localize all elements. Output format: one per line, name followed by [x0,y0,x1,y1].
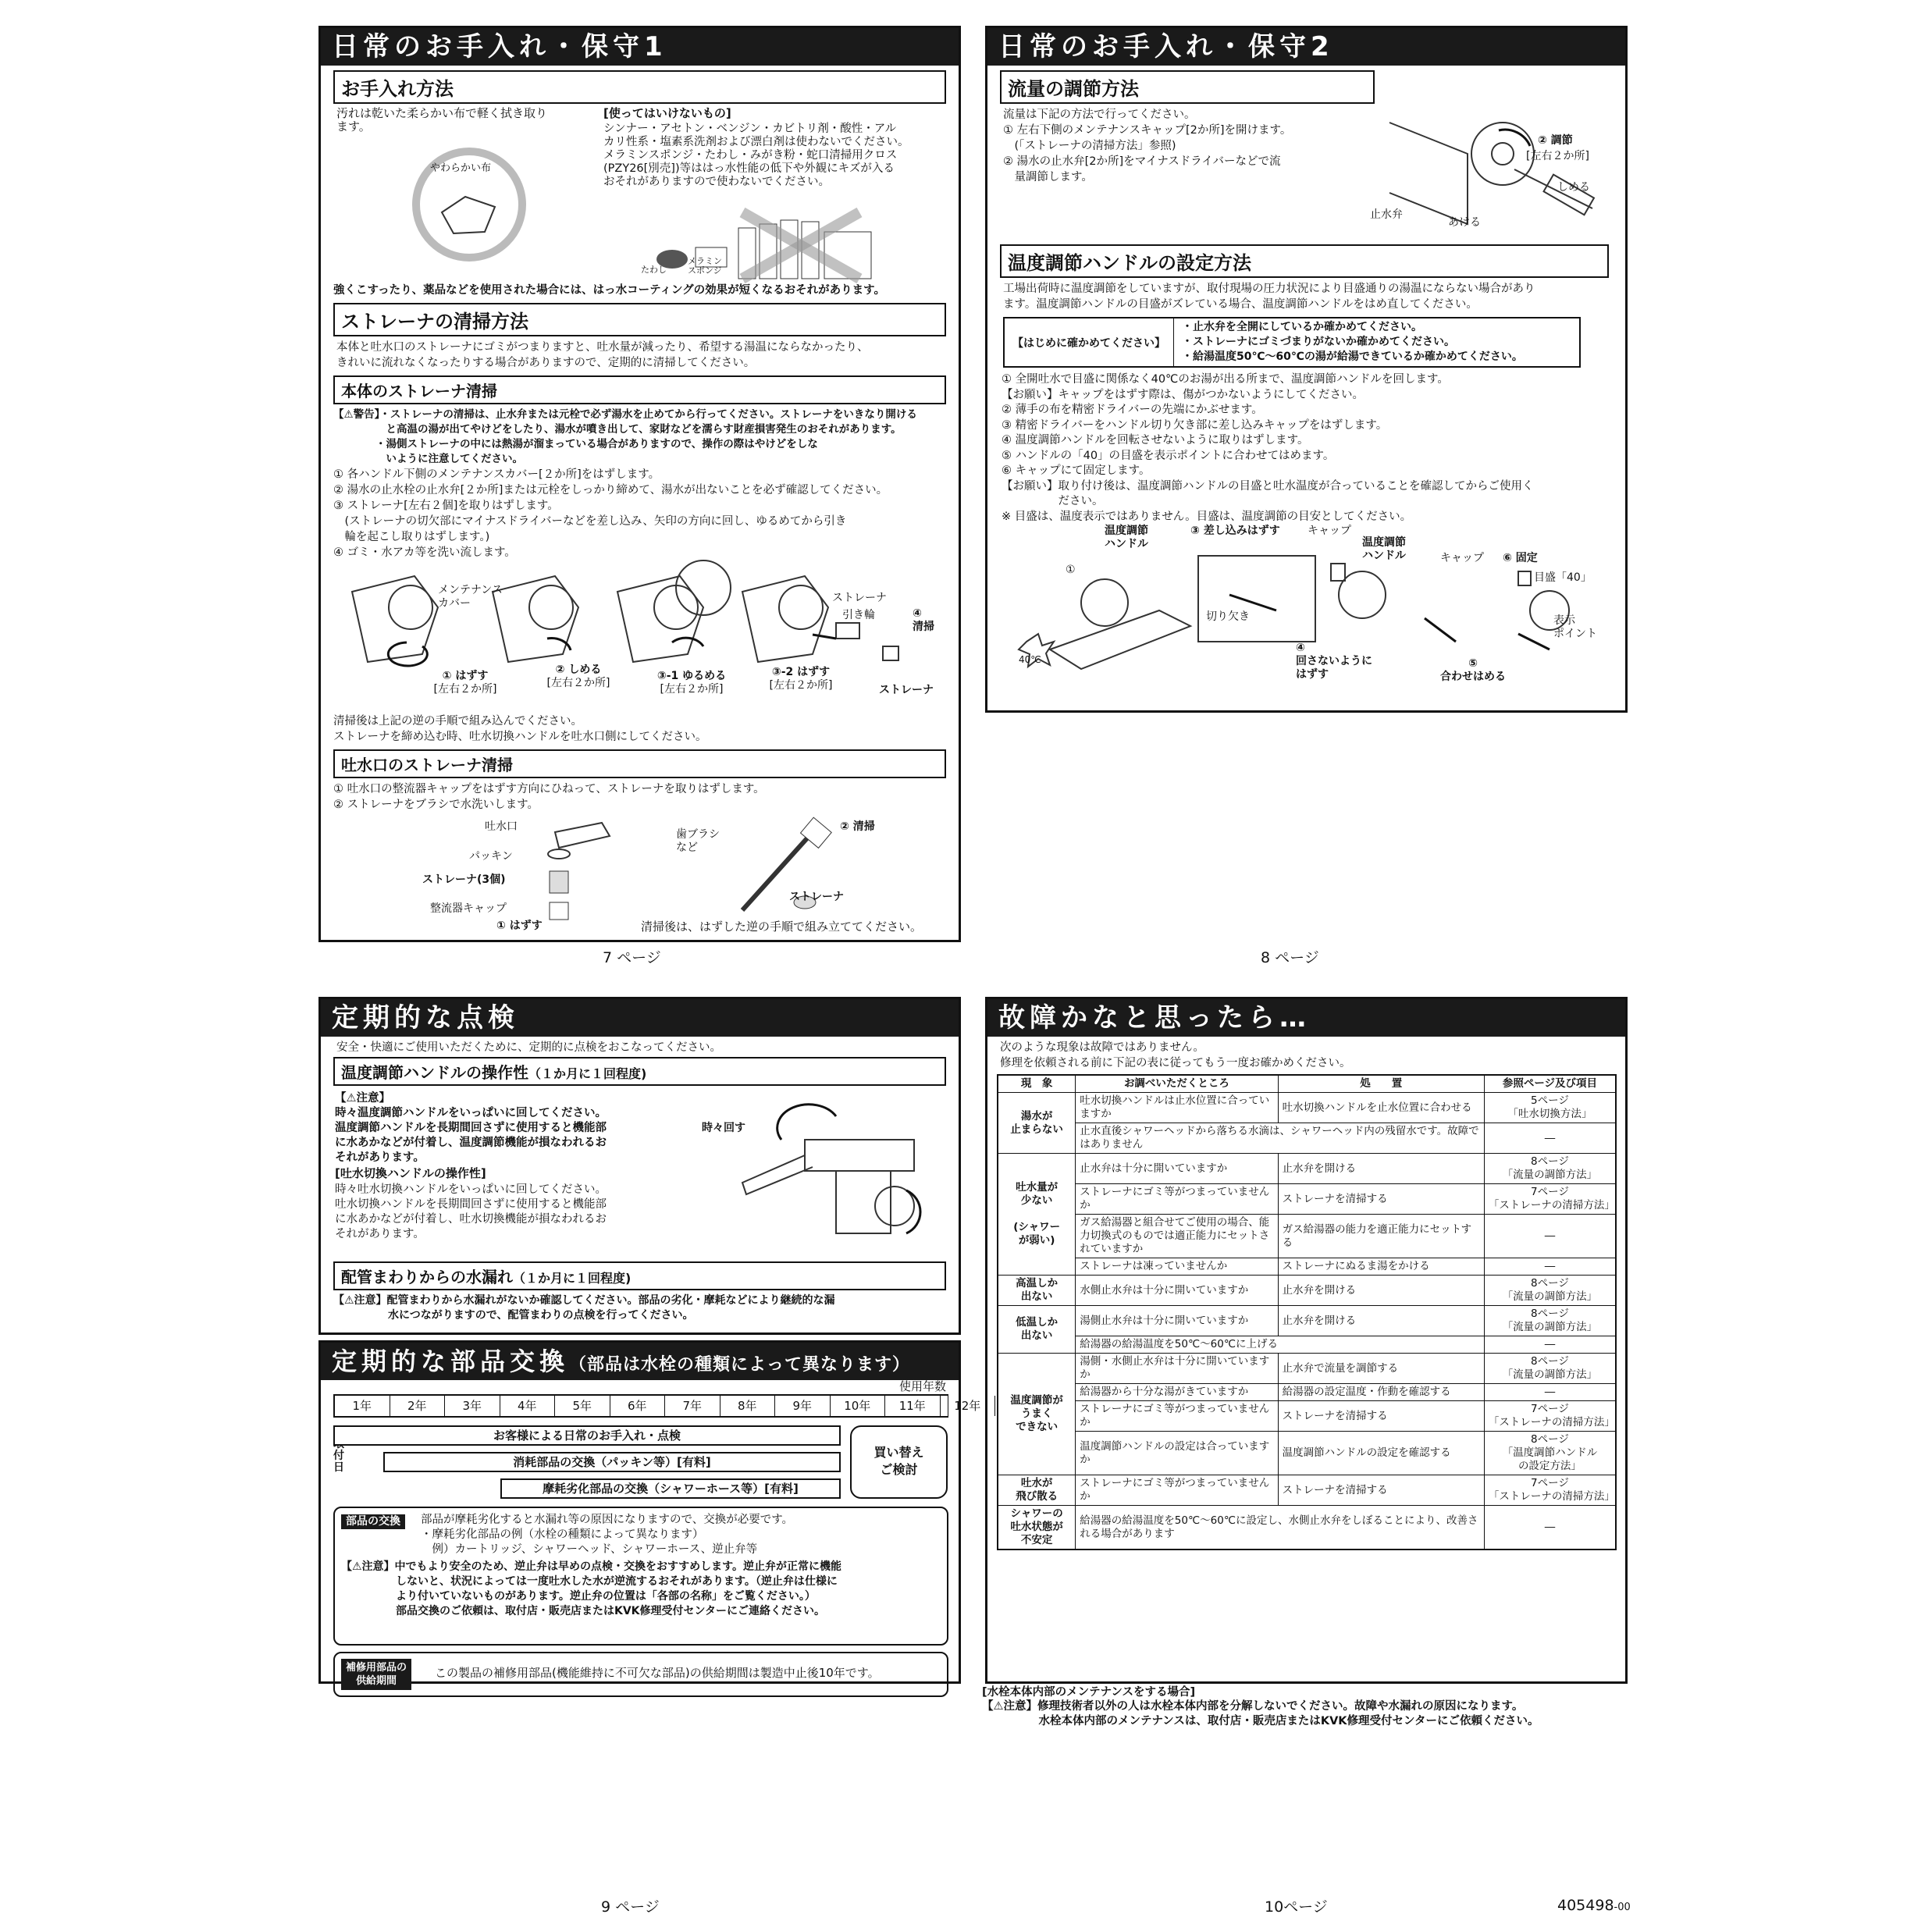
caption-tighten [539,664,617,690]
inspection-intro: 安全・快適にご使用いただくために、定期的に点検をおこなってください。 [336,1041,721,1054]
table-row [998,1093,1616,1123]
item-tawashi: たわし [641,265,667,275]
section-temp-handle: 温度調節ハンドルの設定方法 [1000,244,1609,278]
reference-cell: ― [1484,1384,1616,1401]
header-check: お調べいただくところ [1076,1075,1278,1093]
flow-adjust-body [987,107,1625,240]
check-first-heading: 【はじめに確かめてください】 [1004,318,1174,367]
supply-period-text: この製品の補修用部品(機能維持に不可欠な部品)の供給期間は製造中止後10年です。 [435,1666,880,1680]
spout-strainer-after: 清掃後は、はずした逆の手順で組み立ててください。 [641,920,923,934]
remedy-cell: ストレーナを清掃する [1278,1184,1484,1215]
temp-handle-frequency: （１か月に１回程度) [528,1066,647,1081]
switch-handle-heading: [吐水切換ハンドルの操作性] [335,1166,486,1180]
year-cell: 6年 [610,1396,666,1416]
clean-step-label: ④ 清掃 [913,607,934,633]
item-melamine: メラミン スポンジ [688,256,722,276]
temperature-40-label: 40℃ [1019,654,1041,665]
body-strainer-figure [321,560,959,717]
table-row [998,1258,1616,1276]
brush-label: 歯ブラシ など [676,828,720,854]
parts-replacement-subtitle: （部品は水栓の種類によって異なります） [569,1355,911,1375]
turn-occasionally-label: 時々回す [702,1122,745,1134]
indicator-point-label: 表示 ポイント [1553,614,1597,640]
temp-handle-caution: 時々温度調節ハンドルをいっぱいに回してください。 温度調節ハンドルを長期間回さずに使用すると機能部 に水あかなどが付着し、温度調節機能が損なわれるお それがあります。 [335,1107,607,1164]
prohibited-items-illustration [649,205,898,283]
check-cell: 温度調節ハンドルの設定は合っていますか [1076,1432,1278,1475]
caption-loosen-scope: [左右２か所] [660,683,724,696]
cap-label-2: キャップ [1440,552,1484,564]
symptom-cell: 湯水が 止まらない [998,1093,1076,1154]
reference-cell: 5ページ 「吐水切換方法」 [1484,1093,1616,1123]
packing-label: パッキン [469,850,513,863]
operability-body [321,1089,959,1257]
flow-cap-label: 整流器キャップ [430,902,507,915]
table-row [998,1384,1616,1401]
table-row [998,1401,1616,1432]
check-cell: 湯側・水側止水弁は十分に開いていますか [1076,1354,1278,1384]
pull-ring-label: 引き輪 [842,609,875,621]
remedy-cell: 吐水切換ハンドルを止水位置に合わせる [1278,1093,1484,1123]
temp-handle-label-2: 温度調節 ハンドル [1362,536,1406,562]
section-strainer-cleaning: ストレーナの清掃方法 [333,303,946,336]
reference-cell: ― [1484,1258,1616,1276]
year-cell: 10年 [831,1396,886,1416]
table-row [998,1475,1616,1506]
spout-strainer-steps: ① 吐水口の整流器キャップをはずす方向にひねって、ストレーナを取りはずします。 ② ストレーナをブラシで水洗いします。 [333,783,765,811]
years-of-use-label: 使用年数 [898,1379,946,1393]
page-number-10: 10ページ [1265,1898,1328,1916]
strainer-3-label: ストレーナ(3個) [422,873,506,886]
section-care-method: お手入れ方法 [333,70,946,104]
reference-cell: 8ページ 「温度調節ハンドル の設定方法」 [1484,1432,1616,1475]
table-row [998,1123,1616,1154]
caption-remove-scope: [左右２か所] [433,683,497,696]
remedy-cell: 止水弁を開ける [1278,1306,1484,1336]
parts-replacement-title [321,1343,959,1380]
check-cell: 湯側止水弁は十分に開いていますか [1076,1306,1278,1336]
reference-cell: 8ページ 「流量の調節方法」 [1484,1276,1616,1306]
spout-label: 吐水口 [485,820,518,833]
check-cell: 吐水切換ハンドルは止水位置に合っていますか [1076,1093,1278,1123]
symptom-cell: 吐水が 飛び散る [998,1475,1076,1506]
scale-40-label: 目盛「40」 [1534,571,1592,584]
pipe-leak-frequency: （１か月に１回程度) [513,1271,632,1286]
year-cell: 7年 [665,1396,720,1416]
check-cell: ストレーナにゴミ等がつまっていませんか [1076,1184,1278,1215]
page-8-panel [985,26,1628,713]
caption-remove-action: ① はずす [442,670,489,682]
caption-detach [758,666,844,692]
reference-cell: 8ページ 「流量の調節方法」 [1484,1354,1616,1384]
supply-period-box [333,1652,948,1697]
document-number-main: 405498 [1557,1897,1614,1914]
page-9-panel [318,997,961,1335]
install-date-label: 付 日 [333,1450,344,1474]
page-7-title: 日常のお手入れ・保守1 [321,28,959,66]
check-cell: 止水直後シャワーヘッドから落ちる水滴は、シャワーヘッド内の残留水です。故障ではありません [1076,1123,1485,1154]
year-cell: 1年 [335,1396,390,1416]
check-cell: 給湯器から十分な湯がきていますか [1076,1384,1278,1401]
parts-exchange-tag: 部品の交換 [341,1514,405,1529]
page-number-7: 7 ページ [603,949,661,966]
fix-label: ⑥ 固定 [1503,552,1538,564]
parts-exchange-caution: 【⚠注意】中でもより安全のため、逆止弁は早めの点検・交換をおすすめします。逆止弁が正常に機能 しないと、状況によっては一度吐水した水が逆流するおそれがあります。（逆止弁は仕様に より付いていないものがあります。逆止弁の位置は「各部の名称」をご覧ください。） 部品交換のご依頼は、取付店・販売店またはKVK修理受付センターにご連絡ください。 [341,1560,842,1617]
strainer-cleaning-text: 本体と吐水口のストレーナにゴミがつまりますと、吐水量が減ったり、希望する湯温にならなかったり、 きれいに流れなくなったりする場合がありますので、定期的に清掃してください。 [336,341,869,369]
year-cell: 12年 [941,1396,996,1416]
stop-valve-label: 止水弁 [1370,208,1403,221]
body-strainer-after: 清掃後は上記の逆の手順で組み込んでください。 ストレーナを締め込む時、吐水切換ハンドルを吐水口側にしてください。 [333,715,707,743]
table-row [998,1354,1616,1384]
page-10-panel [985,997,1628,1684]
temp-handle-label: 温度調節 ハンドル [1105,525,1148,550]
maintenance-cover-label: メンテナンス カバー [438,584,503,610]
soft-cloth-label: やわらかい布 [430,162,492,174]
parts-exchange-text: 部品が摩耗劣化すると水漏れ等の原因になりますので、交換が必要です。 ・摩耗劣化部品の例（水栓の種類によって異なります） 例）カートリッジ、シャワーヘッド、シャワーホース、逆止弁等 [421,1514,794,1556]
remedy-cell: 止水弁を開ける [1278,1154,1484,1184]
page-10-title: 故障かなと思ったら… [987,999,1625,1037]
symptom-cell: 低温しか 出ない [998,1306,1076,1354]
strainer-label-3: ストレーナ [789,891,844,903]
troubleshoot-table [997,1074,1617,1550]
check-cell: 給湯器の給湯温度を50℃～60℃に設定し、水側止水弁をしぼることにより、改善される場合があります [1076,1506,1485,1550]
close-label: しめる [1557,181,1590,194]
year-cell: 3年 [445,1396,500,1416]
year-cell: 9年 [775,1396,831,1416]
document-number-suffix: -00 [1614,1902,1631,1913]
section-pipe-leak [333,1261,946,1290]
section-body-strainer: 本体のストレーナ清掃 [333,375,946,404]
caption-loosen-action: ③-1 ゆるめる [656,670,727,682]
spout-strainer-figure [321,813,959,938]
strainer-label-2: ストレーナ [879,684,934,696]
remedy-cell: 止水弁で流量を調節する [1278,1354,1484,1384]
caption-tighten-scope: [左右２か所] [546,677,610,689]
caption-loosen [649,670,735,696]
check-first-table [1003,317,1581,368]
caption-remove [430,670,500,696]
check-cell: ストレーナは凍っていませんか [1076,1258,1278,1276]
table-row [998,1506,1616,1550]
troubleshoot-intro: 次のような現象は故障ではありません。 修理を依頼される前に下記の表に従ってもう一度お確かめください。 [1000,1041,1351,1069]
parts-replacement-body [321,1379,981,1687]
parts-replacement-title-main: 定期的な部品交換 [332,1347,570,1376]
reference-cell: 8ページ 「流量の調節方法」 [1484,1154,1616,1184]
section-temp-handle-operability-title: 温度調節ハンドルの操作性 [341,1063,528,1082]
consumable-parts-bar: 消耗部品の交換（パッキン等）[有料] [383,1452,841,1472]
temp-handle-figure [987,525,1625,704]
internal-maintenance-heading: [水栓本体内部のメンテナンスをする場合] [982,1686,1196,1699]
faucet-turn-illustration [727,1097,953,1253]
temp-handle-text: 工場出荷時に温度調節をしていますが、取付現場の圧力状況により目盛通りの湯温にならない場合があり ます。温度調節ハンドルの目盛がズレている場合、温度調節ハンドルをはめ直してください。 [1003,283,1535,311]
adjust-scope-label: [左右２か所] [1526,150,1589,162]
table-row [998,1276,1616,1306]
open-label: あける [1448,216,1481,229]
parts-exchange-box [333,1507,948,1646]
supply-period-tag: 補修用部品の 供給期間 [341,1659,411,1690]
daily-care-bar: お客様による日常のお手入れ・点検 [333,1425,841,1446]
reference-cell: 7ページ 「ストレーナの清掃方法」 [1484,1475,1616,1506]
care-method-text: 汚れは乾いた柔らかい布で軽く拭き取り ます。 [336,106,548,133]
reference-cell: 8ページ 「流量の調節方法」 [1484,1306,1616,1336]
step-4-label: ④ 回さないように はずす [1296,642,1372,681]
flow-adjust-text: 流量は下記の方法で行ってください。 ① 左右下側のメンテナンスキャップ[2か所]を開けます。 (「ストレーナの清掃方法」参照) ② 湯水の止水弁[2か所]をマイナスドライバーなどで流 量調節します。 [1003,109,1292,183]
care-method-body [321,107,959,283]
remedy-cell: ガス給湯器の能力を適正能力にセットする [1278,1215,1484,1258]
year-cell: 11年 [885,1396,941,1416]
internal-maintenance-caution: 【⚠注意】修理技術者以外の人は水栓本体内部を分解しないでください。故障や水漏れの原因になります。 水栓本体内部のメンテナンスは、取付店・販売店またはKVK修理受付センターにご依頼ください。 [982,1700,1539,1727]
check-cell: 給湯器の給湯温度を50℃～60℃に上げる [1076,1336,1485,1354]
remove-cap-label: ① はずす [496,920,543,932]
prohibited-items-heading: [使ってはいけないもの] [603,106,731,120]
section-pipe-leak-title: 配管まわりからの水漏れ [341,1268,513,1286]
year-cell: 8年 [720,1396,776,1416]
caption-detach-scope: [左右２か所] [769,679,833,692]
symptom-cell: 吐水量が 少ない (シャワー が弱い) [998,1154,1076,1276]
page-number-9: 9 ページ [601,1898,660,1916]
strainer-label: ストレーナ [832,592,887,604]
adjust-label: ② 調節 [1538,134,1573,147]
table-row [998,1336,1616,1354]
reference-cell: 7ページ 「ストレーナの清掃方法」 [1484,1184,1616,1215]
table-row [998,1432,1616,1475]
document-number [1557,1897,1631,1914]
body-strainer-steps: ① 各ハンドル下側のメンテナンスカバー[２か所]をはずします。 ② 湯水の止水栓の止水弁[２か所]または元栓をしっかり締めて、湯水が出ないことを必ず確認してください。 ③ ストレーナ[左右２個]を取りはずします。 (ストレーナの切欠部にマイナスドライバーなどを差し込み、矢印の方向に回し、ゆるめてから引き 輪を起こし取りはずします。) ④ ゴミ・水アカ等を洗い流します。 [333,468,888,559]
care-warning: 強くこすったり、薬品などを使用された場合には、はっ水コーティングの効果が短くなるおそれがあります。 [333,284,886,297]
reference-cell: ― [1484,1215,1616,1258]
reference-cell: ― [1484,1506,1616,1550]
caution-label-1: 【⚠注意】 [335,1092,390,1105]
remedy-cell: 給湯器の設定温度・作動を確認する [1278,1384,1484,1401]
prohibited-items-text: シンナー・アセトン・ベンジン・カビトリ剤・酸性・アル カリ性系・塩素系洗剤および漂白剤は使わないでください。 メラミンスポンジ・たわし・みがき粉・蛇口清掃用クロス (PZY26[別売])等ははっ水性能の低下や外観にキズが入る おそれがありますので使わないでください。 [603,123,909,188]
reference-cell: ― [1484,1123,1616,1154]
header-reference: 参照ページ及び項目 [1484,1075,1616,1093]
notch-label: 切り欠き [1206,610,1250,623]
remedy-cell: ストレーナを清掃する [1278,1401,1484,1432]
table-row [998,1154,1616,1184]
symptom-cell: シャワーの 吐水状態が 不安定 [998,1506,1076,1550]
check-cell: ストレーナにゴミ等がつまっていませんか [1076,1401,1278,1432]
remedy-cell: 温度調節ハンドルの設定を確認する [1278,1432,1484,1475]
section-temp-handle-operability [333,1057,946,1086]
flow-adjust-illustration [1374,107,1616,240]
table-row [998,1306,1616,1336]
section-flow-adjust: 流量の調節方法 [1000,70,1375,104]
table-row [998,1215,1616,1258]
page-number-8: 8 ページ [1261,949,1319,966]
switch-handle-caution: 時々吐水切換ハンドルをいっぱいに回してください。 吐水切換ハンドルを長期間回さずに使用すると機能部 に水あかなどが付着し、吐水切換機能が損なわれるお それがあります。 [335,1183,607,1240]
check-cell: 止水弁は十分に開いていますか [1076,1154,1278,1184]
symptom-cell: 高温しか 出ない [998,1276,1076,1306]
pipe-leak-caution: 【⚠注意】配管まわりから水漏れがないか確認してください。部品の劣化・摩耗などにより継続的な漏 水につながりますので、配管まわりの点検を行ってください。 [333,1294,835,1322]
step-1-label: ① [1066,564,1076,576]
header-remedy: 処 置 [1278,1075,1484,1093]
clean-label: ② 清掃 [840,820,875,833]
page-8-title: 日常のお手入れ・保守2 [987,28,1625,66]
reference-cell: 7ページ 「ストレーナの清掃方法」 [1484,1401,1616,1432]
remedy-cell: ストレーナにぬるま湯をかける [1278,1258,1484,1276]
year-scale [333,1394,981,1418]
reference-cell: ― [1484,1336,1616,1354]
check-cell: 水側止水弁は十分に開いていますか [1076,1276,1278,1306]
check-cell: ガス給湯器と組合せてご使用の場合、能力切換式のものでは適正能力にセットされていますか [1076,1215,1278,1258]
page-9-title: 定期的な点検 [321,999,959,1037]
caption-tighten-action: ② しめる [555,664,602,676]
header-symptom: 現 象 [998,1075,1076,1093]
cap-label: キャップ [1308,525,1351,537]
remedy-cell: ストレーナを清掃する [1278,1475,1484,1506]
page-9-parts-panel [318,1340,981,1687]
wear-parts-bar: 摩耗劣化部品の交換（シャワーホース等）[有料] [500,1478,841,1499]
year-cell: 2年 [390,1396,446,1416]
body-strainer-warning: 【⚠警告】・ストレーナの清掃は、止水弁または元栓で必ず湯水を止めてから行ってください。ストレーナをいきなり開ける と高温の湯が出てやけどをしたり、湯水が噴き出して、家財などを濡らす財産損害発生のおそれがあります。 ・湯側ストレーナの中には熱湯が溜まっている場合がありますので、操作の際はやけどをしな いように注意してください。 [333,408,917,465]
table-row [998,1184,1616,1215]
caption-detach-action: ③-2 はずす [771,666,831,678]
check-first-items: ・止水弁を全開にしているか確かめてください。 ・ストレーナにゴミづまりがないか確かめてください。 ・給湯温度50℃～60℃の湯が給湯できているか確かめてください。 [1174,318,1580,367]
year-cell: 4年 [500,1396,556,1416]
check-cell: ストレーナにゴミ等がつまっていませんか [1076,1475,1278,1506]
remedy-cell: 止水弁を開ける [1278,1276,1484,1306]
temp-handle-steps: ① 全開吐水で目盛に関係なく40℃のお湯が出る所まで、温度調節ハンドルを回します。 【お願い】キャップをはずす際は、傷がつかないようにしてください。 ② 薄手の布を精密ドライバーの先端にかぶせます。 ③ 精密ドライバーをハンドル切り欠き部に差し込みキャップをはずします。 ④ 温度調節ハンドルを回転させないように取りはずします。 ⑤ ハンドルの「40」の目盛を表示ポイントに合わせてはめます。 ⑥ キャップにて固定します。 【お願い】取り付け後は、温度調節ハンドルの目盛と吐水温度が合っていることを確認してからご使用く ださい。 ※ 目盛は、温度表示ではありません。目盛は、温度調節の目安としてください。 [1002,373,1534,523]
spout-parts-illustration [524,817,641,934]
buy-new-badge: 買い替え ご検討 [850,1425,948,1499]
year-cell: 5年 [555,1396,610,1416]
internal-maintenance-note [982,1686,1630,1729]
page-7-panel [318,26,961,942]
insert-remove-label: ③ 差し込みはずす [1190,525,1280,537]
section-spout-strainer: 吐水口のストレーナ清掃 [333,749,946,778]
step-5-label: ⑤ 合わせはめる [1440,657,1506,683]
symptom-cell: 温度調節が うまく できない [998,1354,1076,1475]
